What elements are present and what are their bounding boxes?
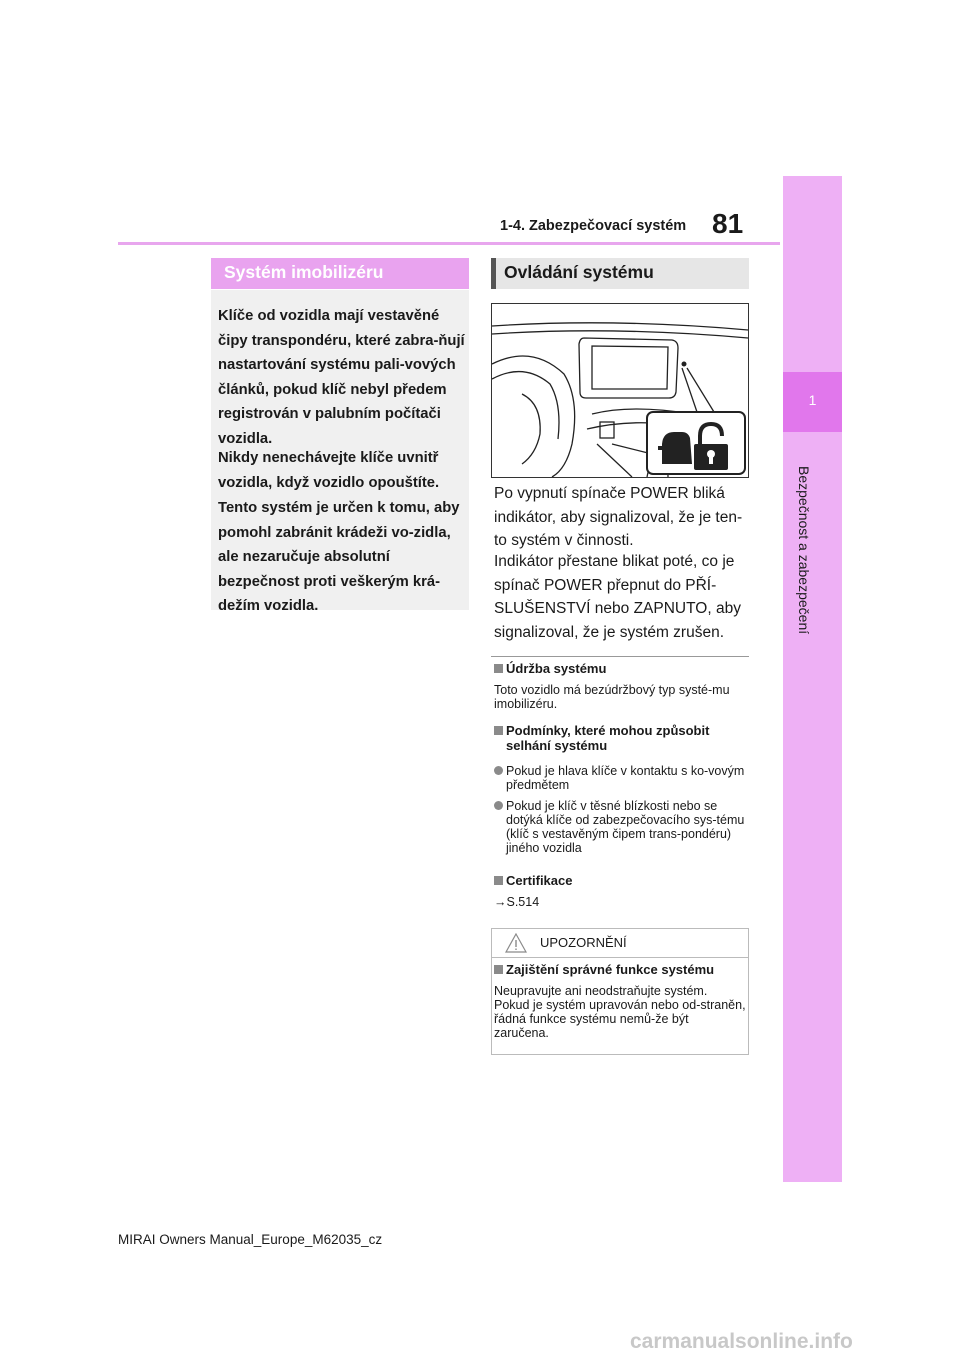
condition-item-2 xyxy=(494,799,752,855)
maintenance-heading xyxy=(494,661,750,676)
header-divider xyxy=(118,242,780,245)
system-operation-header xyxy=(491,258,749,289)
warning-triangle-icon xyxy=(505,933,527,958)
circle-bullet-icon xyxy=(494,766,503,775)
condition-item-2-text: Pokud je klíč v těsné blízkosti nebo se dotýká klíče od zabezpečovacího sys-tému (klíč s vestavěným čipem trans-pondéru) jiného vozidla xyxy=(506,799,745,855)
immobilizer-paragraph-3: Tento systém je určen k tomu, aby pomohl zabránit krádeži vo-zidla, ale nezaručuje absolutní bezpečnost proti veškerým krá-dežím vozidla. xyxy=(218,500,460,614)
chapter-number: 1 xyxy=(808,392,817,408)
square-bullet-icon xyxy=(494,664,503,673)
maintenance-heading-text: Údržba systému xyxy=(506,661,607,676)
caution-heading xyxy=(494,962,746,977)
caution-divider xyxy=(491,957,749,958)
section-title: 1-4. Zabezpečovací systém xyxy=(500,218,687,234)
condition-item-1 xyxy=(494,764,752,792)
conditions-heading xyxy=(494,723,750,753)
square-bullet-icon xyxy=(494,965,503,974)
watermark: carmanualsonline.info xyxy=(630,1330,853,1353)
operation-paragraph-1: Po vypnutí spínače POWER bliká indikátor, aby signalizoval, že je ten-to systém v činnosti. xyxy=(494,485,743,549)
square-bullet-icon xyxy=(494,876,503,885)
conditions-heading-text: Podmínky, které mohou způsobit selhání systému xyxy=(506,723,710,753)
dashboard-indicator-illustration xyxy=(491,303,749,478)
certification-page-link[interactable]: →S.514 xyxy=(494,895,540,909)
caution-title: UPOZORNĚNÍ xyxy=(540,935,627,950)
immobilizer-paragraph-1: Klíče od vozidla mají vestavěné čipy transpondéru, které zabra-ňují nastartování systému pali-vových článků, pokud klíč nebyl předem registrován v palubním počítači vozidla. xyxy=(218,308,465,447)
condition-item-1-text: Pokud je hlava klíče v kontaktu s ko-vovým předmětem xyxy=(506,764,745,792)
footer-manual-id: MIRAI Owners Manual_Europe_M62035_cz xyxy=(118,1232,383,1247)
caution-heading-text: Zajištění správné funkce systému xyxy=(506,962,715,977)
square-bullet-icon xyxy=(494,726,503,735)
immobilizer-paragraph-2: Nikdy nenechávejte klíče uvnitř vozidla, když vozidlo opouštíte. xyxy=(218,450,440,491)
maintenance-text: Toto vozidlo má bezúdržbový typ systé-mu imobilizéru. xyxy=(494,683,730,711)
caution-text: Neupravujte ani neodstraňujte systém. Pokud je systém upravován nebo od-straněn, řádná funkce systému nemů-že být zaručena. xyxy=(494,984,746,1040)
page-number: 81 xyxy=(712,208,744,239)
system-operation-title: Ovládání systému xyxy=(504,262,654,282)
operation-paragraph-2: Indikátor přestane blikat poté, co je spínač POWER přepnut do PŘÍ-SLUŠENSTVÍ nebo ZAPNUTO, aby signalizoval, že je systém zrušen. xyxy=(494,553,741,641)
immobilizer-section-header xyxy=(211,258,469,289)
immobilizer-title: Systém imobilizéru xyxy=(224,262,384,282)
chapter-title: Bezpečnost a zabezpečení xyxy=(796,466,812,635)
certification-heading-text: Certifikace xyxy=(506,873,573,888)
dashboard-illustration-svg xyxy=(492,304,748,477)
certification-heading xyxy=(494,873,750,888)
section-divider xyxy=(491,656,749,657)
circle-bullet-icon xyxy=(494,801,503,810)
